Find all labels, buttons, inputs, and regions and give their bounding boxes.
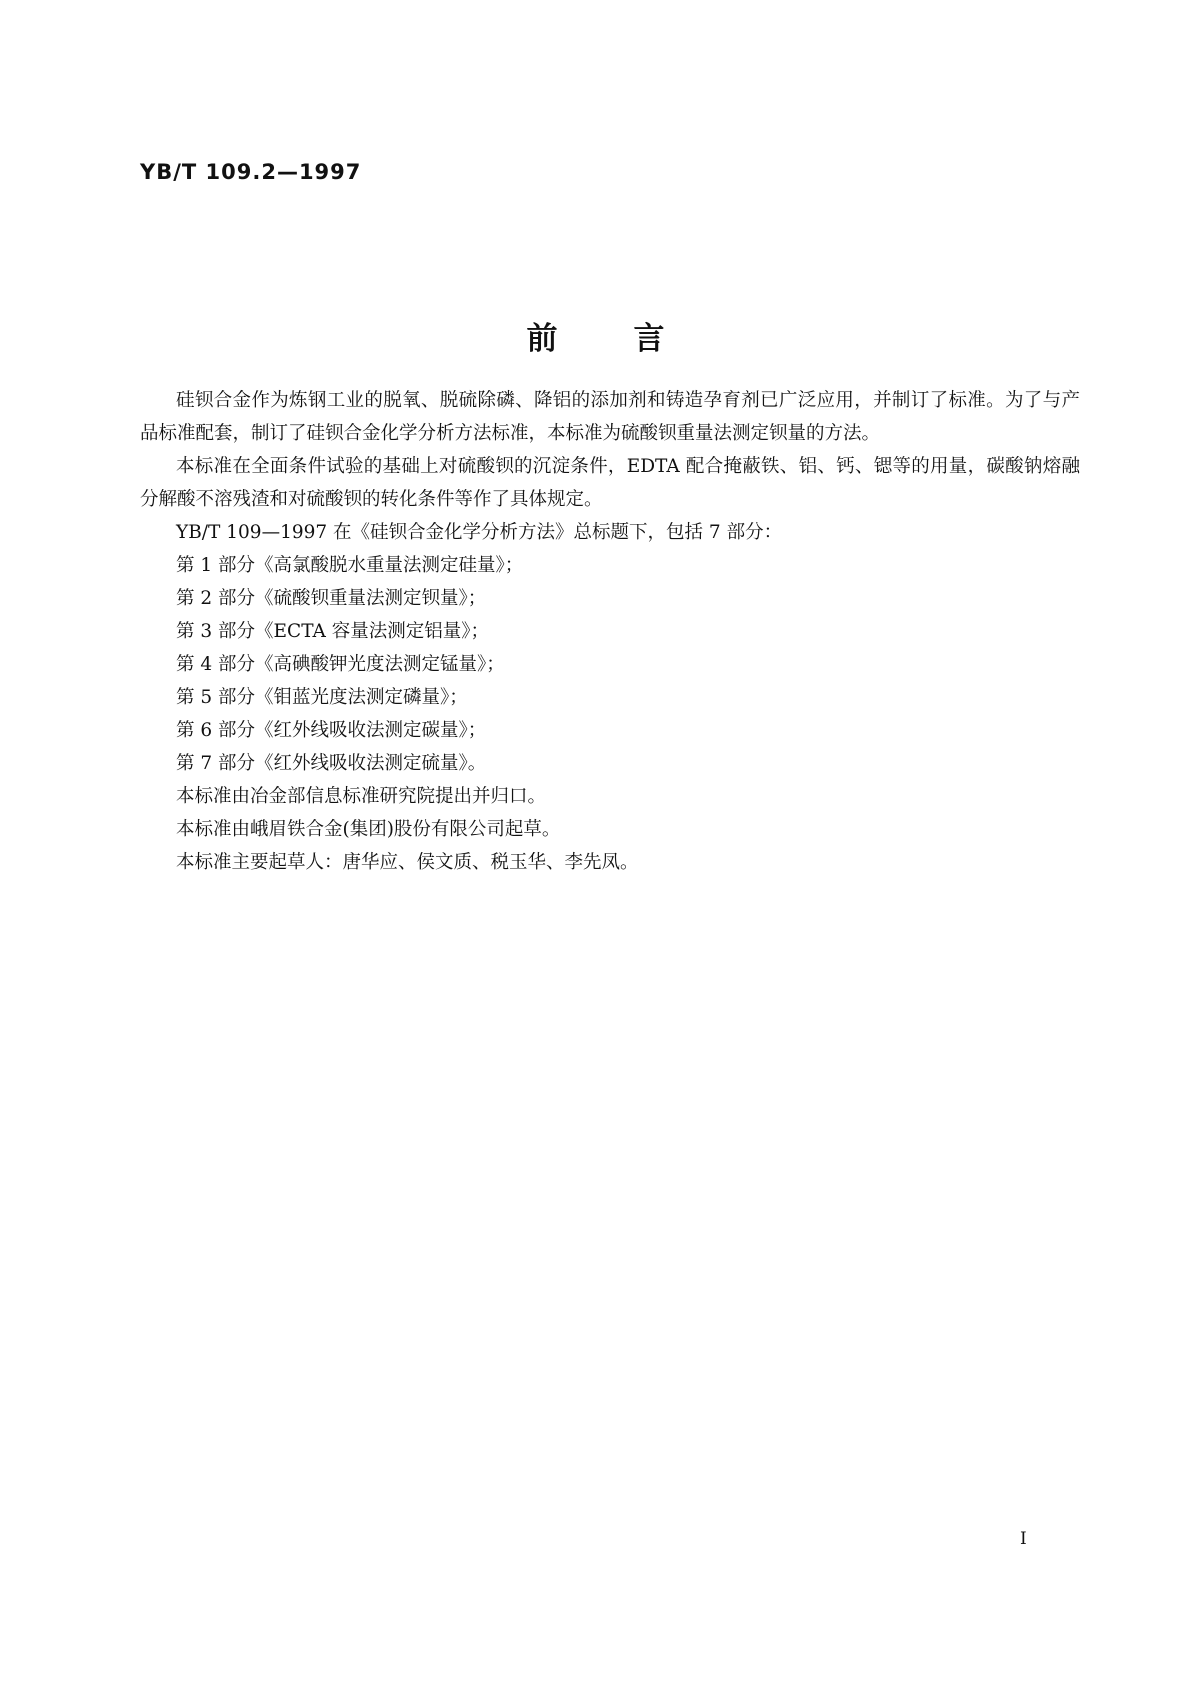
part-item: 第 1 部分《高氯酸脱水重量法测定硅量》； [176,555,524,576]
document-code: YB/T 109.2—1997 [140,160,362,184]
parts-intro: YB/T 109—1997 在《硅钡合金化学分析方法》总标题下，包括 7 部分： [176,522,783,543]
part-item: 第 7 部分《红外线吸收法测定硫量》。 [176,753,487,774]
page-heading: 前言 [526,321,741,357]
closing-line: 本标准由冶金部信息标准研究院提出并归口。 [176,786,547,807]
paragraph: 本标准在全面条件试验的基础上对硫酸钡的沉淀条件，EDTA 配合掩蔽铁、铝、钙、锶等的用量，碳酸钠熔融分解酸不溶残渣和对硫酸钡的转化条件等作了具体规定。 [140,456,1080,510]
part-item: 第 6 部分《红外线吸收法测定碳量》； [176,720,487,741]
body-text [140,384,1080,879]
part-item: 第 4 部分《高碘酸钾光度法测定锰量》； [176,654,505,675]
closing-line: 本标准主要起草人：唐华应、侯文质、税玉华、李先凤。 [176,852,639,873]
paragraph: 硅钡合金作为炼钢工业的脱氧、脱硫除磷、降铝的添加剂和铸造孕育剂已广泛应用，并制订了标准。为了与产品标准配套，制订了硅钡合金化学分析方法标准，本标准为硫酸钡重量法测定钡量的方法。 [140,390,1080,444]
part-item: 第 2 部分《硫酸钡重量法测定钡量》； [176,588,487,609]
closing-line: 本标准由峨眉铁合金(集团)股份有限公司起草。 [176,819,561,840]
page-number: I [1020,1529,1027,1549]
part-item: 第 3 部分《ECTA 容量法测定铝量》； [176,621,490,642]
part-item: 第 5 部分《钼蓝光度法测定磷量》； [176,687,468,708]
